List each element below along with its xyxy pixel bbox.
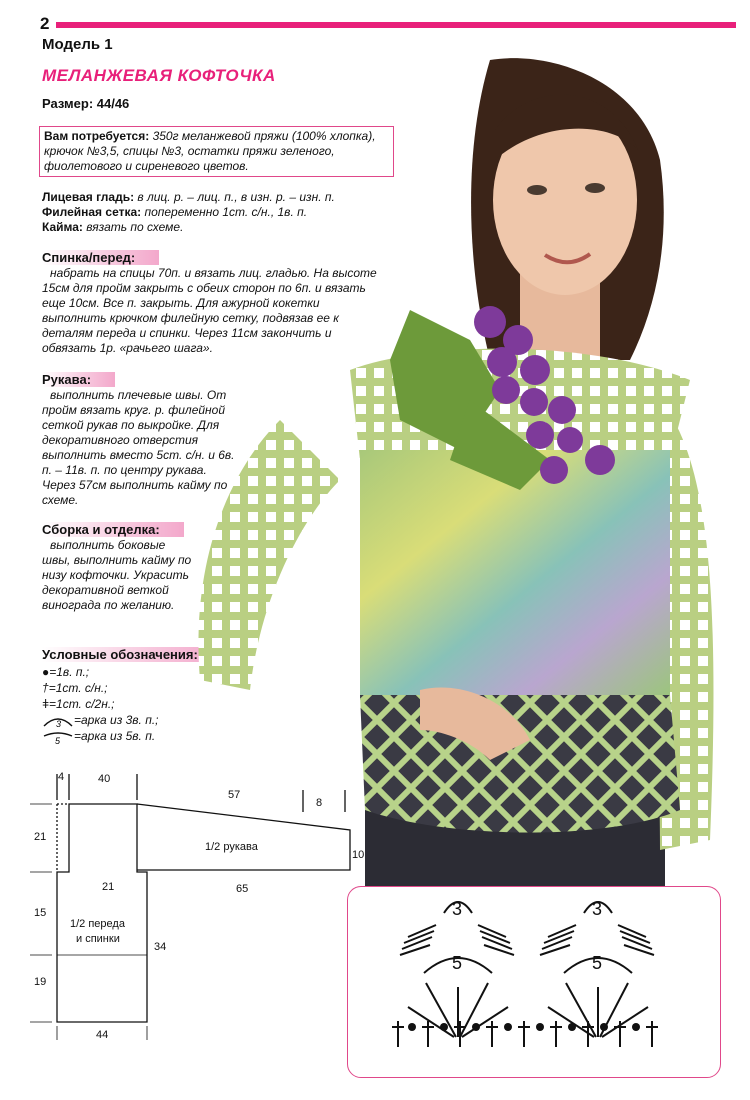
pattern-schematic xyxy=(20,760,365,1050)
dim-label: 19 xyxy=(34,976,47,988)
double-crochet-icon: † xyxy=(42,681,49,695)
page-number: 2 xyxy=(40,14,50,33)
svg-text:3: 3 xyxy=(56,718,62,729)
chain-stitch-icon: ● xyxy=(42,665,50,679)
arch-3-icon xyxy=(42,714,74,728)
body-label: и спинки xyxy=(76,933,120,945)
stitch-name: Лицевая гладь: xyxy=(42,190,135,204)
section-heading: Спинка/перед: xyxy=(42,250,159,265)
section-text: выполнить боковые швы, выполнить кайму по низу кофточки. Украсить декоративной веткой винограда по желанию. xyxy=(42,538,192,612)
stitch-chart-box xyxy=(347,886,721,1078)
arch-label: 5 xyxy=(452,953,463,973)
dim-label: 40 xyxy=(98,773,111,785)
section-heading: Сборка и отделка: xyxy=(42,522,184,537)
section-heading: Условные обозначения: xyxy=(42,647,222,662)
dim-label: 10 xyxy=(352,849,365,861)
model-label: Модель 1 xyxy=(42,36,113,53)
stitch-desc: попеременно 1ст. с/н., 1в. п. xyxy=(141,205,308,219)
arch-label: 3 xyxy=(452,899,463,919)
materials-heading: Вам потребуется: xyxy=(44,129,150,143)
dim-label: 21 xyxy=(34,831,47,843)
legend-item: †=1ст. с/н.; xyxy=(42,681,108,695)
legend-item: ǂ=1ст. с/2н.; xyxy=(42,697,115,711)
legend-item: ●=1в. п.; xyxy=(42,665,90,679)
sleeve-label: 1/2 рукава xyxy=(205,841,258,853)
page-title: МЕЛАНЖЕВАЯ КОФТОЧКА xyxy=(42,66,276,85)
dim-label: 8 xyxy=(316,797,323,809)
legend-item: 3 =арка из 3в. п.; xyxy=(42,712,242,728)
section-text: выполнить плечевые швы. От пройм вязать круг. р. филейной сеткой рукав по выкройке. Для декоративного отверстия выполнить вместо 5ст. с/н. и 6в. п. – 11в. п. по центру рукава. Через 57см выполнить кайму по схеме. xyxy=(42,388,235,507)
materials-text: 350г меланжевой пряжи (100% хлопка), крючок №3,5, спицы №3, остатки пряжи зеленого, фиолетового и сиреневого цветов. xyxy=(44,129,376,173)
treble-crochet-icon: ǂ xyxy=(42,697,50,711)
body-piece xyxy=(57,804,147,1022)
stitch-chart xyxy=(348,887,720,1077)
model-photo xyxy=(190,40,735,885)
assembly-section xyxy=(42,522,192,613)
header-bar xyxy=(56,22,736,28)
stitch-desc: вязать по схеме. xyxy=(82,220,184,234)
dim-label: 34 xyxy=(154,941,167,953)
section-text: набрать на спицы 70п. и вязать лиц. гладью. На высоте 15см для пройм закрыть с обеих сторон по 6п. и вязать еще 10см. Все п. закрыть. Для ажурной кокетки выполнить крючком филейную сетку, подвязав ее к деталям переда и спинки. Через 11см закончить и обвязать 1р. «рачьего шага». xyxy=(42,266,377,355)
section-heading: Рукава: xyxy=(42,372,115,387)
dim-label: 21 xyxy=(102,881,115,893)
dim-label: 4 xyxy=(58,771,65,783)
dim-label: 15 xyxy=(34,907,47,919)
stitch-desc: в лиц. р. – лиц. п., в изн. р. – изн. п. xyxy=(134,190,335,204)
legend-item: 5 =арка из 5в. п. xyxy=(42,728,242,744)
body-label: 1/2 переда xyxy=(70,918,125,930)
stitch-name: Филейная сетка: xyxy=(42,205,142,219)
size-label: Размер: 44/46 xyxy=(42,96,130,111)
arch-label: 5 xyxy=(592,953,603,973)
sleeve-piece xyxy=(137,804,350,870)
dim-label: 57 xyxy=(228,789,241,801)
arch-5-icon xyxy=(42,730,74,744)
stitch-name: Кайма: xyxy=(42,220,83,234)
dim-label: 44 xyxy=(96,1029,109,1041)
dim-label: 65 xyxy=(236,883,249,895)
svg-text:5: 5 xyxy=(55,735,61,746)
arch-label: 3 xyxy=(592,899,603,919)
